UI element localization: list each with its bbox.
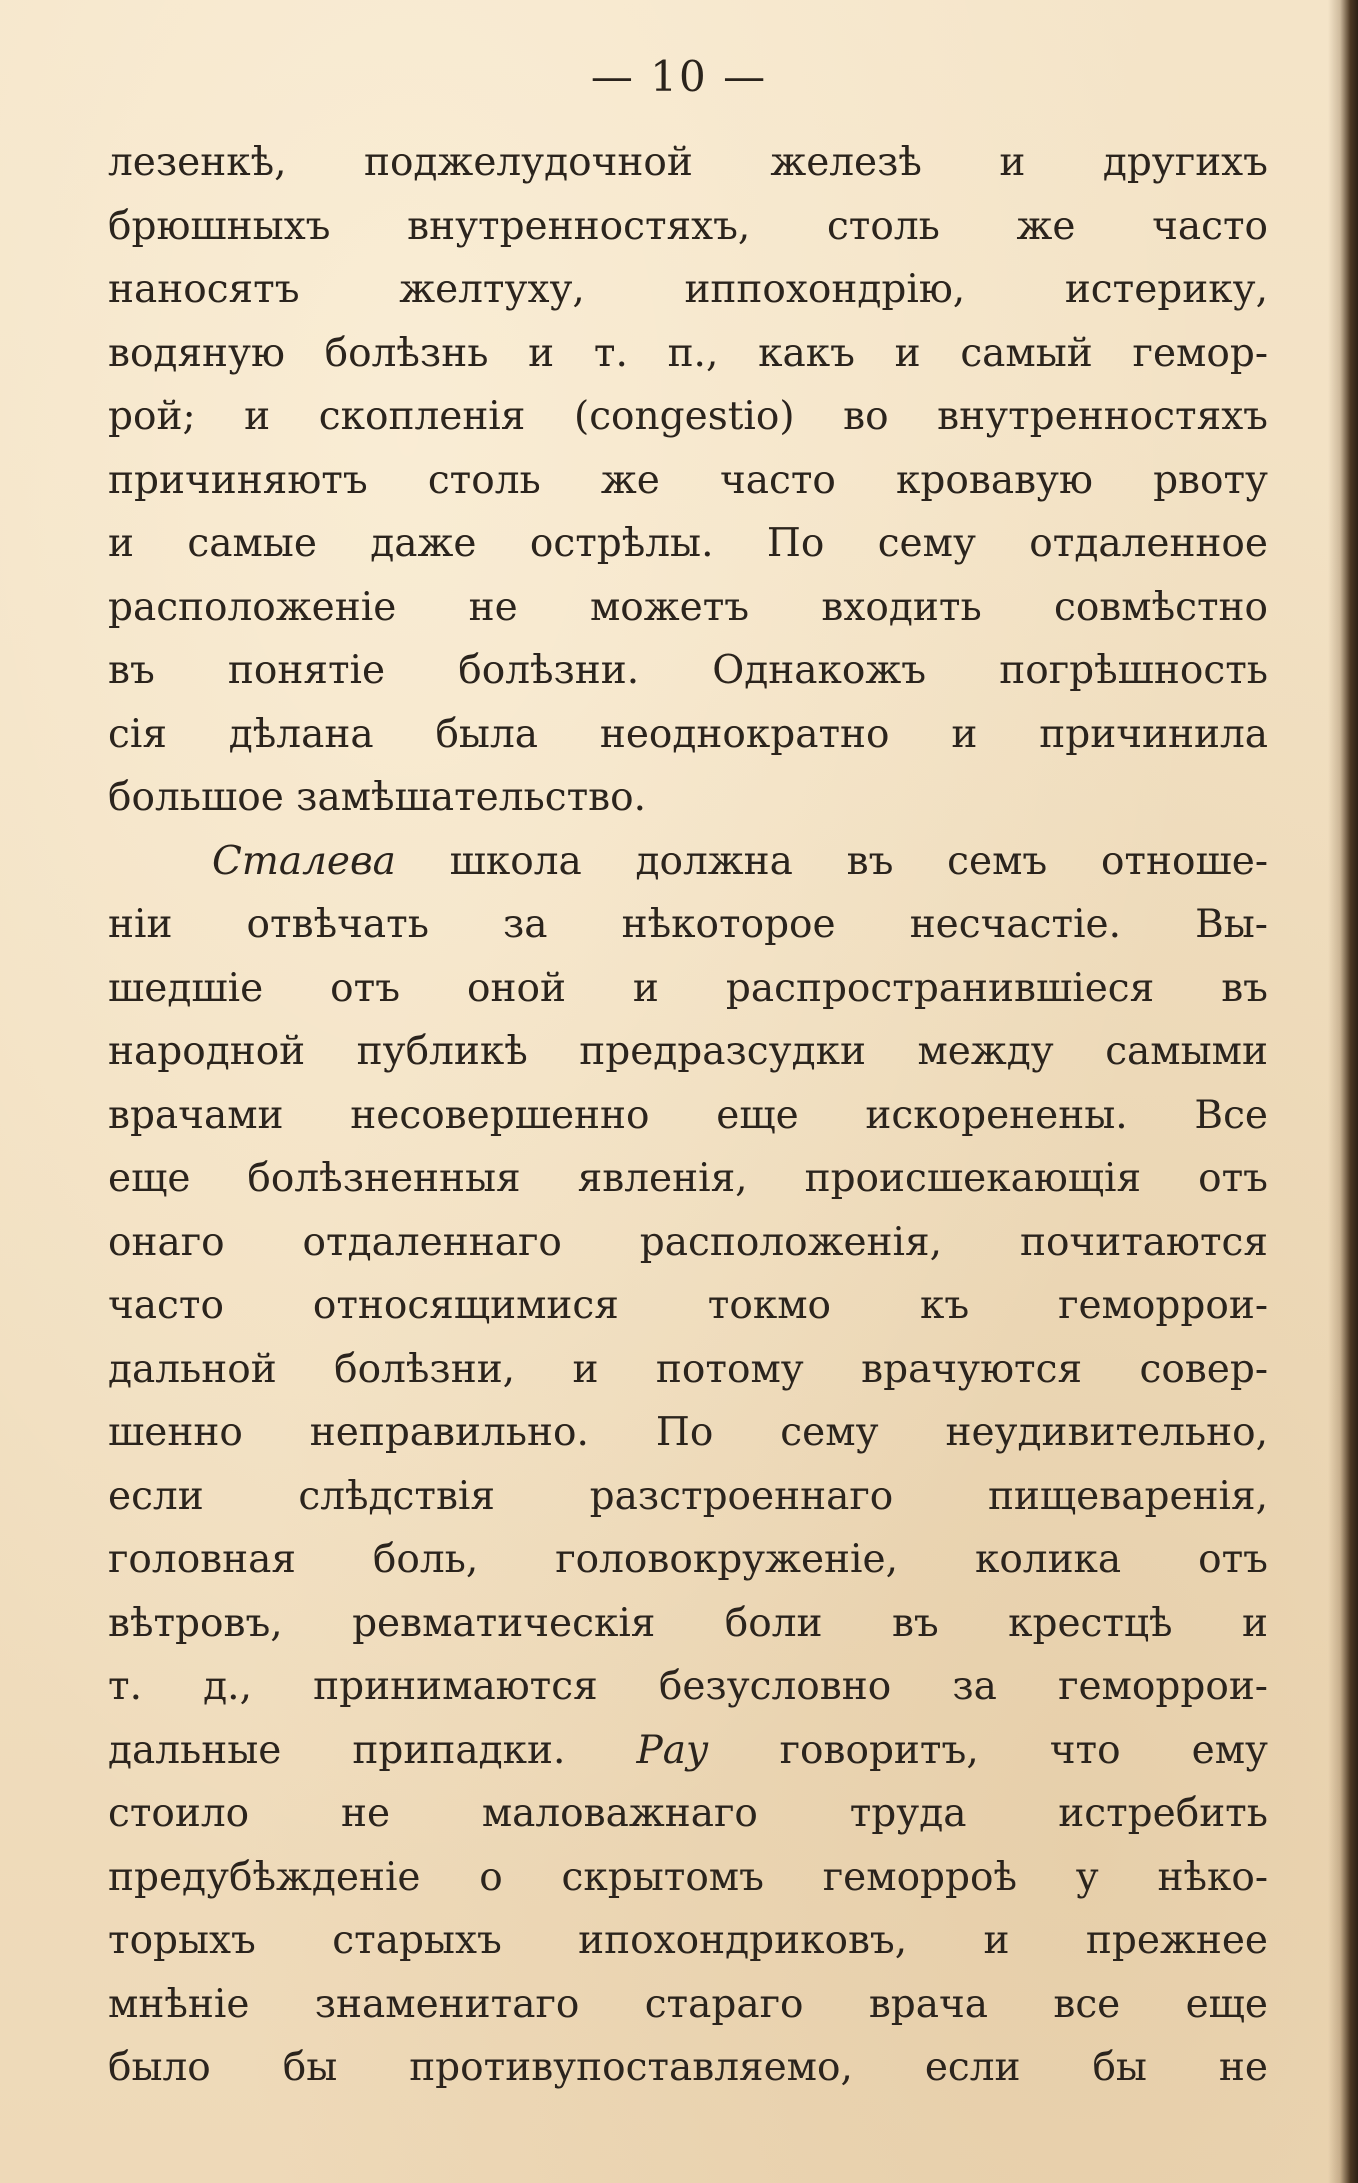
text-line: стоило не маловажнаго труда истребить: [108, 1791, 1268, 1836]
paragraph-start-line: [108, 830, 1268, 894]
text-line: брюшныхъ внутренностяхъ, столь же часто: [108, 203, 1268, 249]
text-line: сія дѣлана была неоднократно и причинила: [108, 711, 1268, 757]
italic-name: Сталева: [212, 838, 396, 884]
line-text: говоритъ, что ему: [708, 1727, 1268, 1773]
text-line: причиняютъ столь же часто кровавую рвоту: [108, 457, 1268, 503]
body-text: [108, 131, 1268, 2100]
text-line: если слѣдствія разстроеннаго пищеваренія,: [108, 1473, 1268, 1519]
text-line: дальной болѣзни, и потому врачуются совер-: [108, 1346, 1268, 1392]
text-line: [108, 1719, 1268, 1783]
page-number: — 10 —: [590, 52, 768, 101]
text-line: водяную болѣзнь и т. п., какъ и самый гемор-: [108, 330, 1268, 376]
text-line: было бы противупоставляемо, если бы не: [108, 2045, 1268, 2090]
paragraph-end-line: большое замѣшательство.: [108, 775, 646, 820]
italic-name: Рау: [636, 1727, 709, 1773]
text-line: расположеніе не можетъ входить совмѣстно: [108, 584, 1268, 630]
text-line: еще болѣзненныя явленія, происшекающія отъ: [108, 1156, 1268, 1201]
text-line: и самые даже острѣлы. По сему отдаленное: [108, 521, 1268, 566]
text-line: врачами несовершенно еще искоренены. Все: [108, 1092, 1268, 1138]
text-line: лезенкѣ, поджелудочной железѣ и другихъ: [108, 140, 1268, 185]
text-line: предубѣжденіе о скрытомъ геморроѣ у нѣко-: [108, 1854, 1268, 1900]
text-line: т. д., принимаются безусловно за геморрои-: [108, 1664, 1268, 1709]
text-line: онаго отдаленнаго расположенія, почитаются: [108, 1219, 1268, 1265]
text-line: головная боль, головокруженіе, колика отъ: [108, 1537, 1268, 1582]
text-line: часто относящимися токмо къ геморрои-: [108, 1283, 1268, 1328]
text-line: народной публикѣ предразсудки между самыми: [108, 1029, 1268, 1074]
line-text: дальные припадки.: [108, 1727, 637, 1773]
text-line: ніи отвѣчать за нѣкоторое несчастіе. Вы-: [108, 902, 1268, 947]
text-line: рой; и скопленія (congestio) во внутренностяхъ: [108, 394, 1268, 439]
line-text: школа должна въ семъ отноше-: [395, 838, 1268, 884]
text-line: въ понятіе болѣзни. Однакожъ погрѣшность: [108, 648, 1268, 693]
text-line: наносятъ желтуху, иппохондрію, истерику,: [108, 267, 1268, 312]
text-line: мнѣніе знаменитаго стараго врача все еще: [108, 1981, 1268, 2027]
text-line: торыхъ старыхъ ипохондриковъ, и прежнее: [108, 1918, 1268, 1963]
text-line: шенно неправильно. По сему неудивительно,: [108, 1410, 1268, 1455]
text-line: вѣтровъ, ревматическія боли въ крестцѣ и: [108, 1600, 1268, 1646]
page-edge-shadow: [1328, 0, 1358, 2183]
text-line: шедшіе отъ оной и распространившіеся въ: [108, 965, 1268, 1011]
